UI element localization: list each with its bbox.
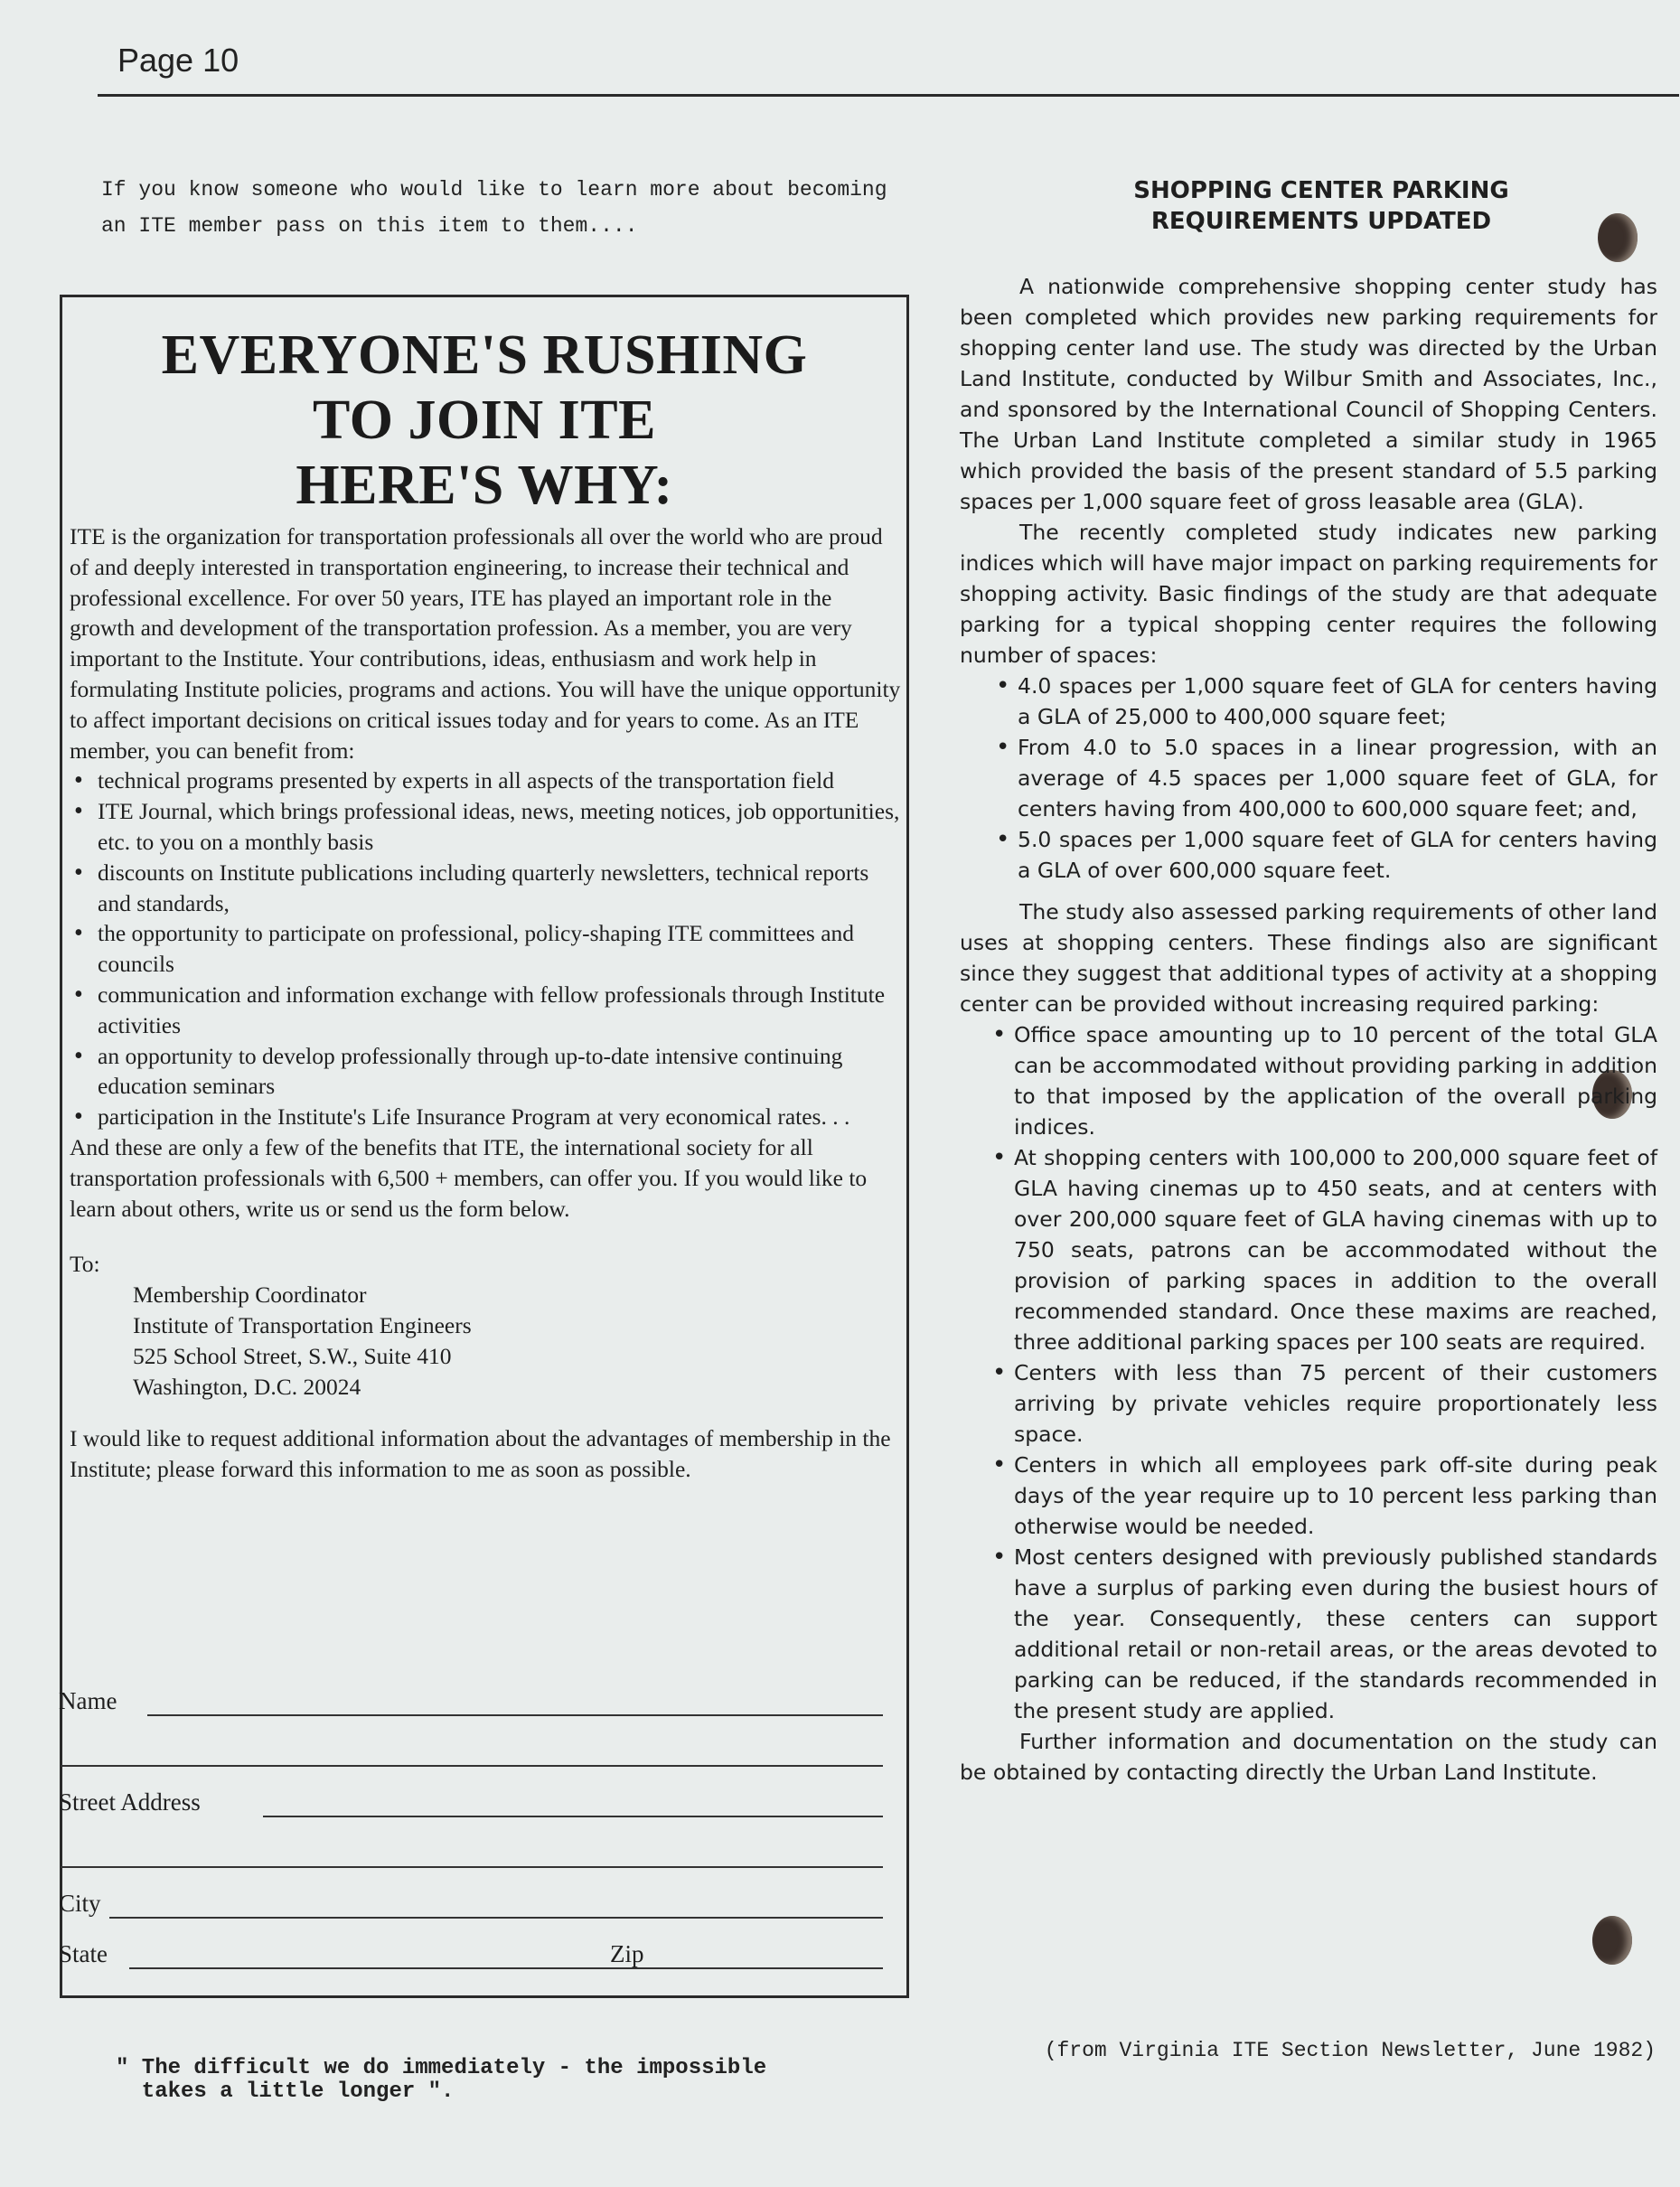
other-use-item: • At shopping centers with 100,000 to 200,000 square feet of GLA having cinemas up to 450 seats, and at centers with over 200,000 square feet of GLA having cinemas with up to 750 seats, patrons can be accommodated without the provision of parking spaces in addition to the overall recommended standard. Once these maxims are reached, three additional parking spaces per 100 seats are required.	[960, 1142, 1657, 1357]
article-paragraph: A nationwide comprehensive shopping center study has been completed which provides new parking requirements for shopping center land use. The study was directed by the Urban Land Institute, conducted by Wilbur Smith and Associates, Inc., and sponsored by the International Council of Shopping Centers. The Urban Land Institute completed a similar study in 1965 which provided the basis of the present standard of 5.5 parking spaces per 1,000 square feet of gross leasable area (GLA).	[960, 274, 1657, 514]
punch-hole	[1592, 1916, 1632, 1965]
other-uses-list	[960, 1019, 1657, 1726]
article-heading-line: SHOPPING CENTER PARKING	[1133, 177, 1509, 204]
article-paragraph: Further information and documentation on the study can be obtained by contacting directly the Urban Land Institute.	[960, 1729, 1657, 1785]
article-paragraph: The recently completed study indicates new parking indices which will have major impact on parking requirements for shopping activity. Basic findings of the study are that adequate parking for a typical shopping center requires the following number of spaces:	[960, 520, 1657, 668]
parking-index-item: • 4.0 spaces per 1,000 square feet of GLA for centers having a GLA of 25,000 to 400,000 square feet;	[960, 671, 1657, 732]
other-use-item: • Centers in which all employees park off-site during peak days of the year require up to 10 percent less parking than otherwise would be needed.	[960, 1450, 1657, 1542]
benefits-list	[70, 765, 901, 1132]
article-heading	[1095, 175, 1547, 237]
benefit-item: • an opportunity to develop professionally through up-to-date intensive continuing education seminars	[70, 1041, 901, 1103]
benefit-item: • participation in the Institute's Life Insurance Program at very economical rates. . .	[70, 1102, 901, 1132]
ad-body	[70, 521, 901, 1485]
ad-title-line: TO JOIN ITE	[313, 390, 656, 451]
benefit-item: • communication and information exchange with fellow professionals through Institute activities	[70, 980, 901, 1041]
article-heading-line: REQUIREMENTS UPDATED	[1150, 208, 1492, 235]
header-rule	[98, 94, 1679, 97]
ad-title	[62, 323, 906, 518]
intro-note: If you know someone who would like to learn more about becoming an ITE member pass on this item to them....	[101, 178, 887, 238]
zip-label: Zip	[610, 1940, 644, 1967]
address-line: 525 School Street, S.W., Suite 410	[133, 1342, 452, 1369]
article-source: (from Virginia ITE Section Newsletter, June 1982)	[1044, 2039, 1656, 2062]
ad-intro-paragraph: ITE is the organization for transportation professionals all over the world who are proud of and deeply interested in transportation engineering, to increase their technical and professional excellence. For over 50 years, ITE has played an important role in the growth and development of the transportation profession. As a member, you are very important to the Institute. Your contributions, ideas, enthusiasm and work help in formulating Institute policies, programs and actions. You will have the unique opportunity to affect important decisions on critical issues today and for years to come. As an ITE member, you can benefit from:	[70, 523, 901, 764]
quote	[116, 2057, 929, 2104]
state-label: State	[59, 1940, 108, 1967]
address-line: Institute of Transportation Engineers	[133, 1311, 472, 1338]
benefit-item: • the opportunity to participate on professional, policy-shaping ITE committees and councils	[70, 918, 901, 980]
ad-title-line: EVERYONE'S RUSHING	[161, 324, 808, 386]
ad-closing-paragraph: And these are only a few of the benefits that ITE, the international society for all transportation professionals with 6,500 + members, can offer you. If you would like to learn about others, write us or send us the form below.	[70, 1133, 868, 1222]
article-paragraph: The study also assessed parking requirements of other land uses at shopping centers. These findings also are significant since they suggest that additional types of activity at a shopping center can be provided without increasing required parking:	[960, 899, 1657, 1017]
address-line: Membership Coordinator	[133, 1281, 367, 1309]
address-line: Washington, D.C. 20024	[133, 1373, 361, 1400]
street-address-extra-line[interactable]	[61, 1866, 883, 1868]
city-label: City	[59, 1890, 101, 1917]
other-use-item: • Most centers designed with previously published standards have a surplus of parking even during the busiest hours of the year. Consequently, these centers can support additional retail or non-retail areas, or the areas devoted to parking can be reduced, if the standards recommended in the present study are applied.	[960, 1542, 1657, 1726]
article-body	[960, 271, 1657, 1788]
request-paragraph: I would like to request additional information about the advantages of membership in the Institute; please forward this information to me as soon as possible.	[70, 1425, 891, 1483]
zip-field[interactable]	[661, 1967, 883, 1969]
membership-ad-box	[60, 295, 909, 1998]
city-field[interactable]	[109, 1917, 883, 1919]
street-address-label: Street Address	[59, 1788, 201, 1816]
parking-index-item: • From 4.0 to 5.0 spaces in a linear progression, with an average of 4.5 spaces per 1,000 square feet of GLA, for centers having from 400,000 to 600,000 square feet; and,	[960, 732, 1657, 824]
mailing-address	[70, 1280, 901, 1402]
parking-index-list	[960, 671, 1657, 886]
quote-line: " The difficult we do immediately - the impossible takes a little longer ".	[116, 2056, 767, 2104]
benefit-item: • discounts on Institute publications including quarterly newsletters, technical reports and standards,	[70, 858, 901, 919]
name-field-extra-line[interactable]	[61, 1765, 883, 1767]
page-number: Page 10	[117, 42, 239, 79]
parking-index-item: • 5.0 spaces per 1,000 square feet of GLA for centers having a GLA of over 600,000 square feet.	[960, 824, 1657, 886]
ad-title-line: HERE'S WHY:	[296, 455, 673, 516]
name-field[interactable]	[147, 1714, 883, 1716]
state-field[interactable]	[129, 1967, 662, 1969]
punch-hole	[1598, 213, 1638, 262]
other-use-item: • Centers with less than 75 percent of their customers arriving by private vehicles require proportionately less space.	[960, 1357, 1657, 1450]
street-address-field[interactable]	[263, 1816, 883, 1817]
to-label: To:	[70, 1251, 100, 1278]
other-use-item: • Office space amounting up to 10 percent of the total GLA can be accommodated without providing parking in addition to that imposed by the application of the overall parking indices.	[960, 1019, 1657, 1142]
benefit-item: • ITE Journal, which brings professional ideas, news, meeting notices, job opportunities, etc. to you on a monthly basis	[70, 796, 901, 858]
name-label: Name	[59, 1687, 117, 1714]
benefit-item: • technical programs presented by experts in all aspects of the transportation field	[70, 765, 901, 796]
